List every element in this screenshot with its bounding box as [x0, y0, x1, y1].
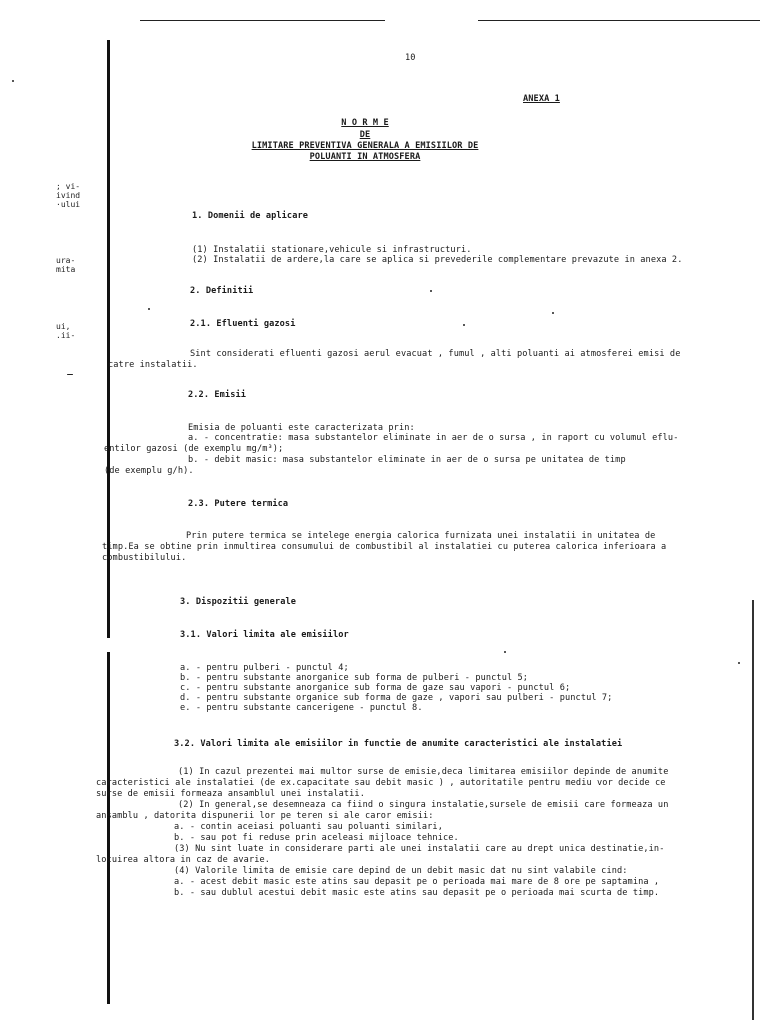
section-3-heading: 3. Dispozitii generale: [180, 597, 297, 607]
list-item: e. - pentru substante cancerigene - punctul 8.: [180, 703, 423, 713]
scan-speck: [463, 324, 465, 326]
section-3-2-line: (2) In general,se desemneaza ca fiind o singura instalatie,sursele de emisii care formeaza un: [178, 800, 669, 810]
annex-label: ANEXA 1: [523, 94, 560, 104]
binding-line-lower: [107, 652, 110, 1004]
section-2-2-line-2: a. - concentratie: masa substantelor eliminate in aer de o sursa , in raport cu volumul eflu-: [188, 433, 679, 443]
section-1-para-1: (1) Instalatii stationare,vehicule si infrastructuri.: [192, 245, 472, 255]
section-1-para-2: (2) Instalatii de ardere,la care se aplica si prevederile complementare prevazute in anexa 2.: [192, 255, 683, 265]
section-3-2-line: surse de emisii formeaza ansamblul unei instalatii.: [96, 789, 365, 799]
section-2-2-line-1: Emisia de poluanti este caracterizata prin:: [188, 423, 415, 433]
list-item: b. - pentru substante anorganice sub forma de pulberi - punctul 5;: [180, 673, 529, 683]
section-3-1-heading: 3.1. Valori limita ale emisiilor: [180, 630, 349, 640]
margin-fragment: ui, .ii-: [56, 322, 76, 340]
section-3-2-line: caracteristici ale instalatiei (de ex.capacitate sau debit masic ) , autoritatile pentru mediu vor decide ce: [96, 778, 666, 788]
section-3-2-line: (3) Nu sint luate in considerare parti ale unei instalatii care au drept unica destinatie,in-: [174, 844, 665, 854]
section-3-2-line: (4) Valorile limita de emisie care depind de un debit masic dat nu sint valabile cind:: [174, 866, 628, 876]
title-line-2: DE: [359, 130, 371, 140]
scan-speck: [148, 308, 150, 310]
margin-fragment: ; vi- ivind ·ului: [56, 182, 81, 209]
section-3-2-line: b. - sau dublul acestui debit masic este atins sau depasit pe o perioada mai scurta de timp.: [174, 888, 660, 898]
scan-rule-right: [478, 20, 760, 21]
section-2-3-line-2: timp.Ea se obtine prin inmultirea consumului de combustibil al instalatiei cu puterea calorica inferioara a: [102, 542, 667, 552]
list-item: a. - pentru pulberi - punctul 4;: [180, 663, 349, 673]
section-1-heading-text: 1. Domenii de aplicare: [192, 211, 309, 221]
page-number: 10: [405, 53, 416, 63]
scan-speck: [738, 662, 740, 664]
section-2-1-heading: 2.1. Efluenti gazosi: [190, 319, 296, 329]
section-2-3-line-1: Prin putere termica se intelege energia calorica furnizata unei instalatii in unitatea de: [186, 531, 656, 541]
section-1-heading: [192, 212, 308, 221]
section-2-3-heading: 2.3. Putere termica: [188, 499, 289, 509]
section-2-2-heading: 2.2. Emisii: [188, 390, 247, 400]
section-2-2-line-5: (de exemplu g/h).: [104, 466, 194, 476]
scan-rule-left: [140, 20, 385, 21]
scan-speck: [504, 651, 506, 653]
section-3-2-line: a. - acest debit masic este atins sau depasit pe o perioada mai mare de 8 ore pe saptamina ,: [174, 877, 660, 887]
scan-speck: [552, 312, 554, 314]
scan-speck: [67, 374, 73, 375]
section-3-2-line: locuirea altora in caz de avarie.: [96, 855, 271, 865]
section-2-2-line-4: b. - debit masic: masa substantelor eliminate in aer de o sursa pe unitatea de timp: [188, 455, 626, 465]
section-2-2-line-3: entilor gazosi (de exemplu mg/m³);: [104, 444, 284, 454]
section-2-3-line-3: combustibilului.: [102, 553, 187, 563]
section-3-2-line: b. - sau pot fi reduse prin aceleasi mijloace tehnice.: [174, 833, 459, 843]
section-2-1-line-2: catre instalatii.: [108, 360, 198, 370]
section-3-2-heading: 3.2. Valori limita ale emisiilor in functie de anumite caracteristici ale instalatiei: [174, 739, 623, 749]
scan-speck: [12, 80, 14, 82]
section-3-2-line: (1) In cazul prezentei mai multor surse de emisie,deca limitarea emisiilor depinde de anumite: [178, 767, 669, 777]
margin-fragment: ura- mita: [56, 256, 76, 274]
list-item: d. - pentru substante organice sub forma de gaze , vapori sau pulberi - punctul 7;: [180, 693, 613, 703]
section-2-heading: 2. Definitii: [190, 286, 254, 296]
binding-line-right: [752, 600, 754, 1020]
section-3-2-line: ansamblu , datorita dispunerii lor pe teren si ale caror emisii:: [96, 811, 434, 821]
title-line-3: LIMITARE PREVENTIVA GENERALA A EMISIILOR DE: [251, 141, 479, 151]
list-item: c. - pentru substante anorganice sub forma de gaze sau vapori - punctul 6;: [180, 683, 571, 693]
title-line-1: N O R M E: [341, 118, 389, 128]
title-line-4: POLUANTI IN ATMOSFERA: [309, 152, 421, 162]
scan-speck: [430, 290, 432, 292]
section-2-1-line-1: Sint considerati efluenti gazosi aerul evacuat , fumul , alti poluanti ai atmosferei emisi de: [190, 349, 681, 359]
section-3-2-line: a. - contin aceiasi poluanti sau poluanti similari,: [174, 822, 443, 832]
